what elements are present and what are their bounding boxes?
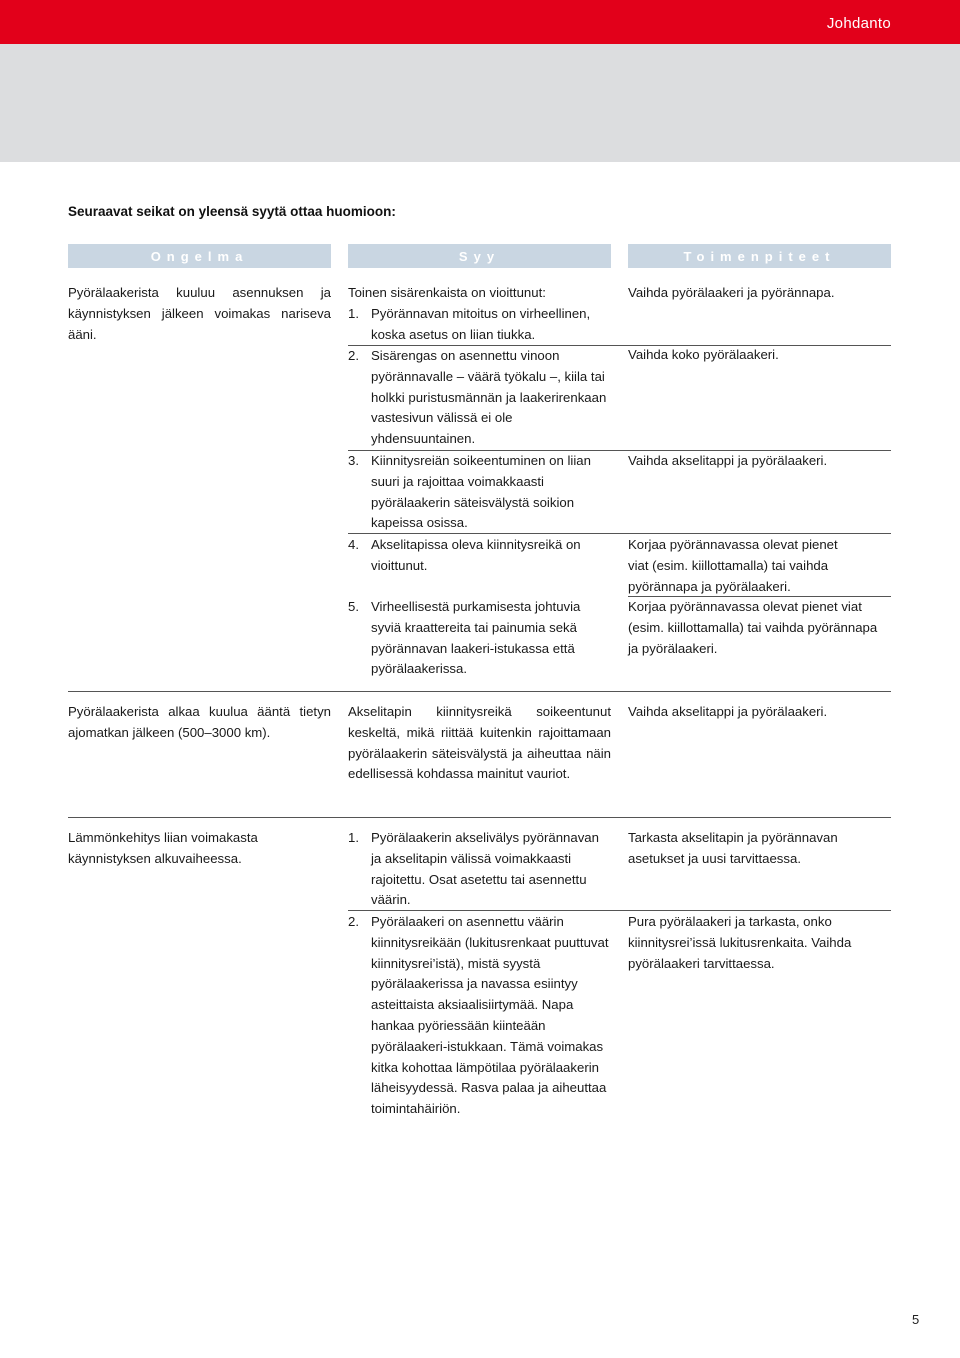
row1-action: Korjaa pyörännavassa olevat pienet viat (esim. kiillottamalla) tai vaihda pyörännapa ja pyörälaakeri. — [628, 537, 838, 594]
item-text: Pyörälaakerin akselivälys pyörännavan ja akselitapin välissä voimakkaasti rajoitettu. Osat asetettu tai asennettu väärin. — [371, 830, 599, 908]
row2-problem: Pyörälaakerista alkaa kuulua ääntä tietyn ajomatkan jälkeen (500–3000 km). — [68, 704, 331, 740]
row-divider — [68, 817, 891, 818]
header-band — [0, 44, 960, 162]
row3-action: Tarkasta akselitapin ja pyörännavan asetukset ja uusi tarvittaessa. — [628, 830, 838, 866]
item-text: Pyörälaakeri on asennettu väärin kiinnitysreikään (lukitusrenkaat puuttuvat kiinnitysrei’istä), mistä syystä pyörälaakerissa ja navassa esiintyy asteittaista aksiaalisiirtymää. Napa hankaa pyöriessään kiinteään pyörälaakeri-istukkaan. Tämä voimakas kitka kohottaa lämpötilaa pyörälaakerin läheisyydessä. Rasva palaa ja aiheuttaa toimintahäiriön. — [371, 914, 609, 1117]
item-number: 1. — [348, 306, 359, 321]
divider — [348, 910, 891, 911]
row3-action: Pura pyörälaakeri ja tarkasta, onko kiinnitysrei’issä lukitusrenkaita. Vaihda pyörälaakeri tarvittaessa. — [628, 914, 852, 971]
item-text: Sisärengas on asennettu vinoon pyörännavalle – väärä työkalu –, kiila tai holkki puristusmännän ja laakerirenkaan vastesivun välissä ei ole yhdensuuntainen. — [371, 348, 607, 447]
row1-action: Vaihda koko pyörälaakeri. — [628, 347, 779, 362]
row3-problem: Lämmönkehitys liian voimakasta käynnistyksen alkuvaiheessa. — [68, 830, 258, 866]
intro-heading: Seuraavat seikat on yleensä syytä ottaa huomioon: — [68, 204, 396, 219]
row1-action: Vaihda akselitappi ja pyörälaakeri. — [628, 453, 828, 468]
divider — [348, 533, 891, 534]
item-number: 3. — [348, 453, 359, 468]
page-number: 5 — [912, 1312, 920, 1327]
item-number: 1. — [348, 830, 359, 845]
column-header-problem: Ongelma — [68, 244, 331, 268]
column-header-cause: Syy — [348, 244, 611, 268]
column-header-action: Toimenpiteet — [628, 244, 891, 268]
item-text: Akselitapissa oleva kiinnitysreikä on vioittunut. — [371, 537, 581, 573]
item-number: 5. — [348, 599, 359, 614]
item-text: Kiinnitysreiän soikeentuminen on liian suuri ja rajoittaa voimakkaasti pyörälaakerin säteisvälystä soikion kapeissa osissa. — [371, 453, 591, 531]
top-bar — [0, 0, 960, 44]
item-text: Virheellisestä purkamisesta johtuvia syviä kraattereita tai painumia sekä pyörännavan laakeri-istukassa että pyörälaakerissa. — [371, 599, 581, 677]
item-text: Pyörännavan mitoitus on virheellinen, koska asetus on liian tiukka. — [371, 306, 591, 342]
row-divider — [68, 691, 891, 692]
row2-cause: Akselitapin kiinnitysreikä soikeentunut keskeltä, mikä riittää kuitenkin rajoittamaan pyörälaakerin säteisvälystä ja aiheuttaa näin edellisessä kohdassa mainitut vauriot. — [348, 704, 611, 782]
row1-cause-intro: Toinen sisärenkaista on vioittunut: — [348, 285, 546, 300]
row1-action: Korjaa pyörännavassa olevat pienet viat (esim. kiillottamalla) tai vaihda pyörännapa ja pyörälaakeri. — [628, 599, 878, 656]
item-number: 2. — [348, 348, 359, 363]
row1-action: Vaihda pyörälaakeri ja pyörännapa. — [628, 285, 835, 300]
row1-problem: Pyörälaakerista kuuluu asennuksen ja käynnistyksen jälkeen voimakas nariseva ääni. — [68, 285, 331, 342]
item-number: 2. — [348, 914, 359, 929]
row2-action: Vaihda akselitappi ja pyörälaakeri. — [628, 704, 828, 719]
section-title: Johdanto — [826, 15, 891, 32]
item-number: 4. — [348, 537, 359, 552]
